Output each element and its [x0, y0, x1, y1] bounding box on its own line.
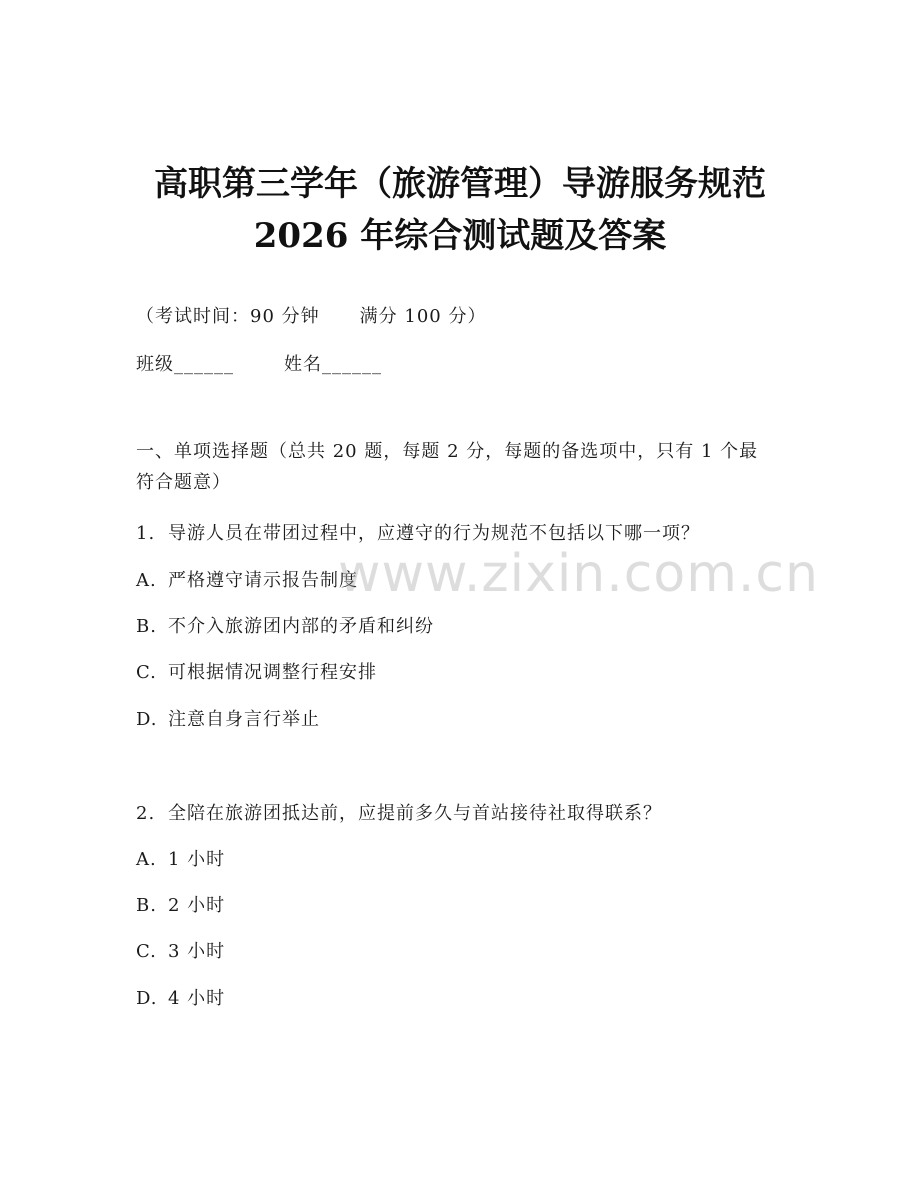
option-letter: C. — [136, 662, 157, 683]
option-text: 不介入旅游团内部的矛盾和纠纷 — [168, 616, 434, 637]
question-text: 全陪在旅游团抵达前，应提前多久与首站接待社取得联系？ — [168, 803, 662, 824]
option-letter: B. — [136, 616, 157, 637]
section-heading: 一、单项选择题（总共 20 题，每题 2 分，每题的备选项中，只有 1 个最符合题意） — [136, 441, 759, 493]
question-2-option-b — [136, 891, 225, 917]
question-1-option-d — [136, 705, 320, 731]
option-text: 4 小时 — [168, 988, 226, 1009]
exam-time: （考试时间：90 分钟 — [136, 306, 320, 327]
option-letter: A. — [136, 849, 157, 870]
question-text: 导游人员在带团过程中，应遵守的行为规范不包括以下哪一项？ — [168, 523, 700, 544]
question-number: 2. — [136, 803, 156, 824]
document-title-line-2: 2026 年综合测试题及答案 — [253, 216, 667, 256]
option-letter: D. — [136, 988, 158, 1009]
question-2 — [136, 799, 662, 825]
option-text: 3 小时 — [168, 941, 226, 962]
class-field: 班级______ — [136, 354, 234, 375]
question-number: 1. — [136, 523, 156, 544]
option-text: 1 小时 — [168, 849, 226, 870]
question-1 — [136, 519, 700, 545]
question-1-option-b — [136, 612, 434, 638]
exam-info — [136, 302, 486, 328]
question-1-option-c — [136, 658, 377, 684]
option-letter: C. — [136, 941, 157, 962]
document-title-line-1: 高职第三学年（旅游管理）导游服务规范 — [154, 164, 766, 204]
question-2-option-c — [136, 937, 225, 963]
option-letter: B. — [136, 895, 157, 916]
question-2-option-a — [136, 845, 225, 871]
option-text: 可根据情况调整行程安排 — [168, 662, 377, 683]
full-score: 满分 100 分） — [359, 306, 487, 327]
student-fields — [136, 350, 382, 376]
name-field: 姓名______ — [284, 354, 382, 375]
question-1-option-a — [136, 566, 358, 592]
option-text: 2 小时 — [168, 895, 226, 916]
question-2-option-d — [136, 984, 225, 1010]
option-letter: D. — [136, 709, 158, 730]
option-text: 注意自身言行举止 — [168, 709, 320, 730]
option-text: 严格遵守请示报告制度 — [168, 570, 358, 591]
watermark: www.zixin.com.cn — [338, 544, 819, 604]
option-letter: A. — [136, 570, 157, 591]
